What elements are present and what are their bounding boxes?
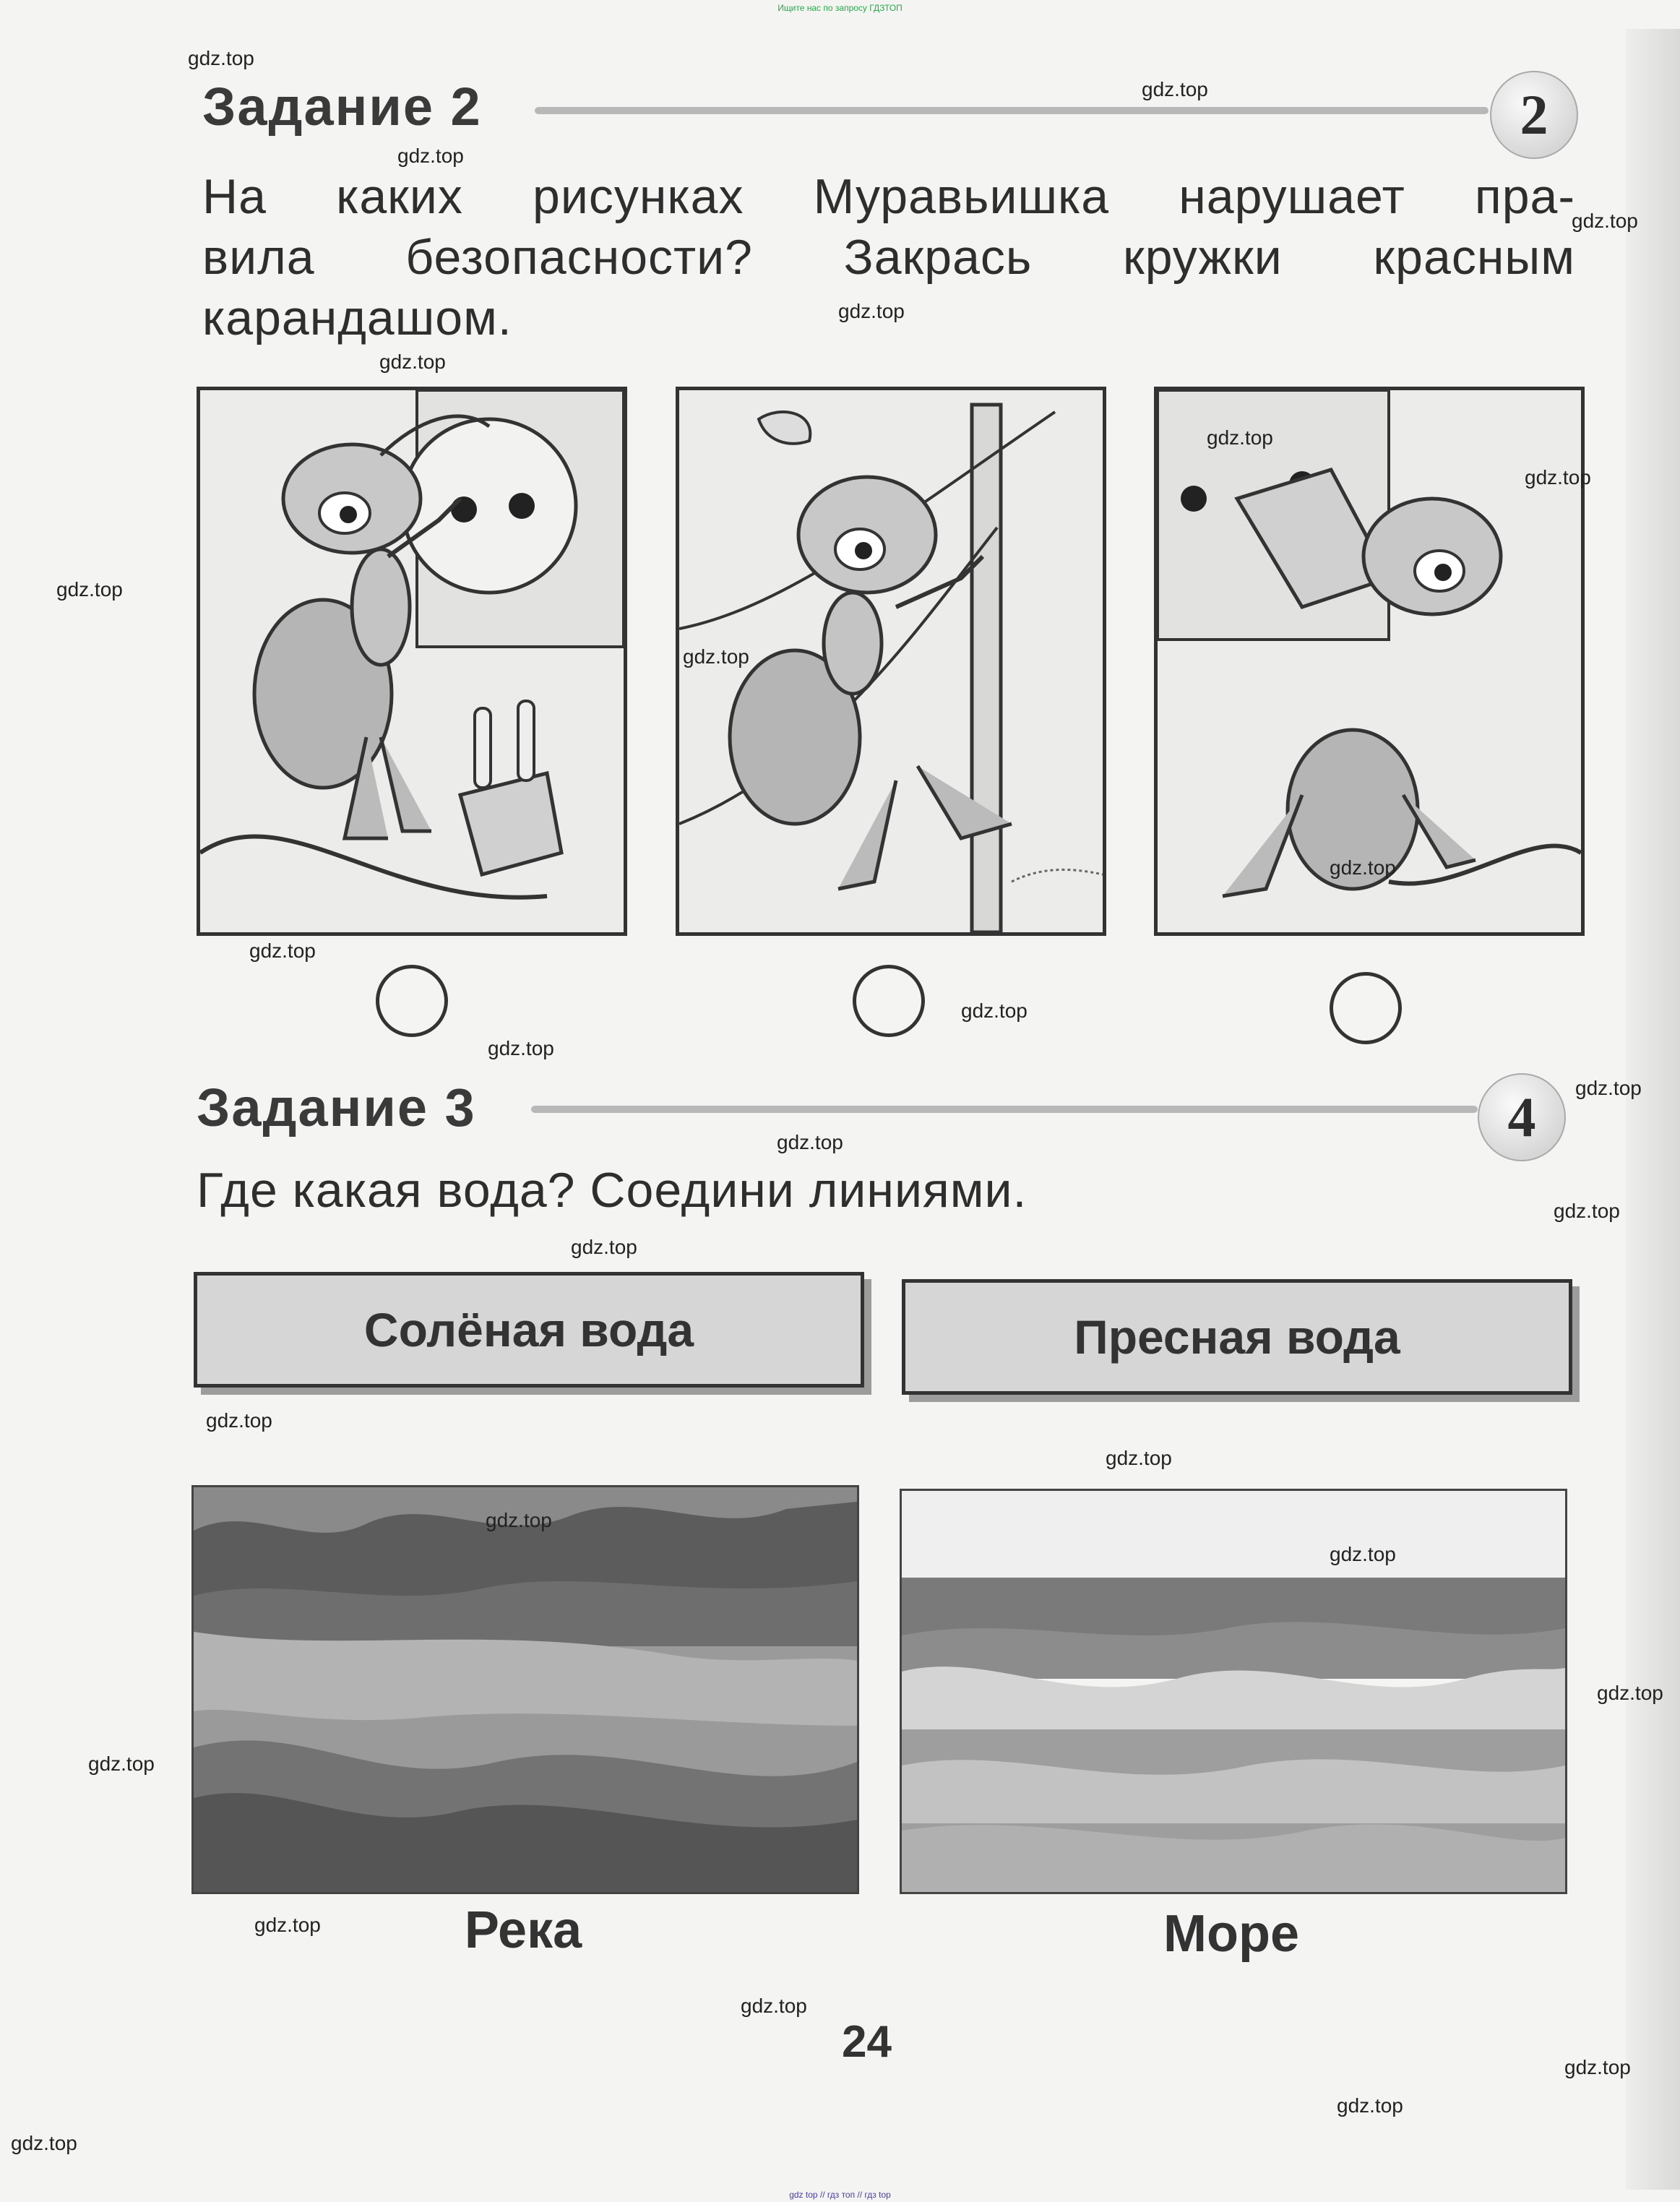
- task2-line-1: На каких рисунках Муравьишка нарушает пра-: [202, 169, 1575, 224]
- task2-title-rule: [535, 107, 1489, 114]
- watermark: gdz.top: [1330, 856, 1396, 879]
- watermark: gdz.top: [1142, 78, 1208, 100]
- watermark: gdz.top: [488, 1037, 554, 1059]
- task3-points-badge: 4: [1478, 1073, 1566, 1161]
- watermark: gdz.top: [1207, 426, 1273, 449]
- watermark: gdz.top: [254, 1914, 321, 1936]
- river-photo-icon: [194, 1487, 857, 1892]
- watermark: gdz.top: [1337, 2094, 1403, 2117]
- ant-wall-socket-illustration: [200, 390, 624, 932]
- watermark: gdz.top: [206, 1409, 272, 1432]
- river-photo[interactable]: [191, 1485, 859, 1894]
- bottom-banner: gdz top // гдз топ // гдз top: [789, 2190, 891, 2200]
- page-number: 24: [842, 2017, 892, 2067]
- task2-line-3: карандашом.: [202, 291, 512, 345]
- top-banner: Ищите нас по запросу ГДЗТОП: [777, 3, 903, 13]
- watermark: gdz.top: [1575, 1077, 1642, 1099]
- watermark: gdz.top: [741, 1995, 807, 2017]
- watermark: gdz.top: [188, 47, 254, 69]
- task2-points-badge: 2: [1490, 71, 1578, 159]
- watermark: gdz.top: [683, 645, 749, 668]
- picture-ant-wall-socket: [197, 387, 627, 936]
- watermark: gdz.top: [379, 350, 446, 373]
- task2-line-2: вила безопасности? Закрась кружки красным: [202, 230, 1575, 285]
- caption-river: Река: [464, 1901, 582, 1959]
- picture-ant-carrying-plug: [1154, 387, 1585, 936]
- ant-carrying-plug-illustration: [1158, 390, 1581, 932]
- watermark: gdz.top: [1554, 1200, 1620, 1222]
- watermark: gdz.top: [56, 578, 123, 601]
- watermark: gdz.top: [1106, 1447, 1172, 1469]
- watermark: gdz.top: [486, 1509, 552, 1531]
- label-salt-water[interactable]: Солёная вода: [194, 1272, 864, 1388]
- watermark: gdz.top: [1525, 466, 1591, 489]
- answer-circle-3[interactable]: [1330, 972, 1402, 1044]
- watermark: gdz.top: [1597, 1682, 1663, 1704]
- label-fresh-water[interactable]: Пресная вода: [902, 1279, 1572, 1395]
- watermark: gdz.top: [571, 1236, 637, 1258]
- watermark: gdz.top: [88, 1752, 155, 1775]
- watermark: gdz.top: [11, 2132, 77, 2154]
- caption-sea: Море: [1163, 1905, 1299, 1963]
- task3-instruction: Где какая вода? Соедини линиями.: [197, 1163, 1028, 1218]
- watermark: gdz.top: [777, 1131, 843, 1153]
- sea-photo-icon: [902, 1491, 1565, 1892]
- answer-circle-1[interactable]: [376, 965, 448, 1037]
- task3-title: Задание 3: [197, 1078, 476, 1137]
- answer-circle-2[interactable]: [853, 965, 925, 1037]
- watermark: gdz.top: [249, 939, 316, 962]
- watermark: gdz.top: [1330, 1543, 1396, 1565]
- watermark: gdz.top: [961, 999, 1028, 1022]
- watermark: gdz.top: [1572, 210, 1638, 232]
- sea-photo[interactable]: [900, 1489, 1567, 1894]
- task2-title: Задание 2: [202, 77, 482, 137]
- task3-title-rule: [531, 1106, 1478, 1113]
- page-spine-shadow: [1626, 29, 1680, 2190]
- watermark: gdz.top: [838, 300, 905, 322]
- watermark: gdz.top: [1564, 2056, 1631, 2078]
- watermark: gdz.top: [397, 145, 464, 167]
